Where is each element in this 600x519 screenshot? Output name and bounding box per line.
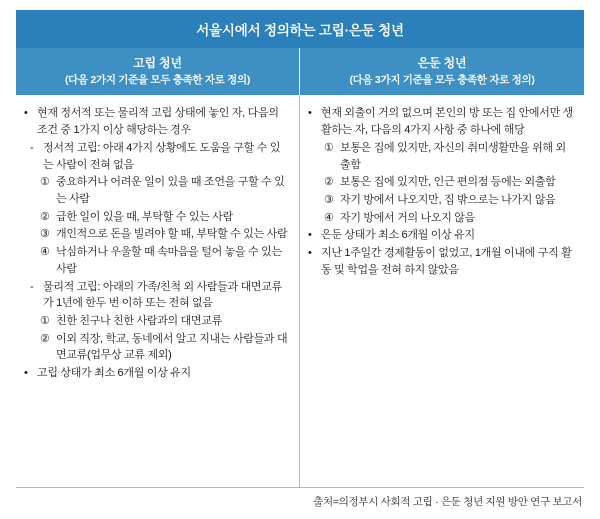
list-item — [324, 140, 574, 173]
page-title: 서울시에서 정의하는 고립·은둔 청년 — [16, 10, 584, 48]
list-item — [308, 245, 574, 278]
list-marker: ② — [324, 176, 334, 189]
list-item-text: 지난 1주일간 경제활동이 없었고, 1개월 이내에 구직 활동 및 학업을 전혀 하지 않았음 — [321, 247, 572, 276]
list-item — [30, 279, 289, 312]
column-subtitle: (다음 3가지 기준을 모두 충족한 자로 정의) — [349, 74, 535, 87]
column-title: 은둔 청년 — [417, 56, 467, 70]
list-marker: ② — [40, 210, 50, 223]
list-item-text: 자기 방에서 거의 나오지 않음 — [340, 211, 475, 224]
list-marker: • — [24, 367, 28, 380]
list-item-text: 중요하거나 어려운 일이 있을 때 조언을 구할 수 있는 사람 — [56, 176, 285, 205]
list-item — [308, 105, 574, 138]
column-title: 고립 청년 — [133, 56, 182, 70]
list-item — [324, 174, 574, 191]
list-marker: • — [308, 247, 312, 260]
list-item-text: 급한 일이 있을 때, 부탁할 수 있는 사람 — [56, 210, 233, 223]
list-item-text: 이외 직장, 학교, 동네에서 알고 지내는 사람들과 대면교류(업무상 교류 제외) — [56, 332, 288, 362]
column-headers — [16, 48, 584, 95]
column-body-reclusive-youth — [300, 95, 584, 487]
list-item — [30, 140, 289, 173]
list-item — [40, 209, 289, 226]
list-marker: ① — [40, 176, 50, 189]
list-marker: ① — [40, 314, 50, 327]
list-item-text: 은둔 상태가 최소 6개월 이상 유지 — [321, 229, 475, 242]
list-marker: - — [30, 141, 34, 154]
list-marker: • — [24, 107, 28, 120]
list-marker: • — [308, 229, 312, 242]
column-subtitle: (다음 2가지 기준을 모두 충족한 자로 정의) — [64, 74, 251, 87]
list-item-text: 보통은 집에 있지만, 자신의 취미생활만을 위해 외출함 — [340, 141, 566, 171]
list-item-text: 고립 상태가 최소 6개월 이상 유지 — [37, 367, 191, 380]
list-item-text: 현재 외출이 거의 없으며 본인의 방 또는 집 안에서만 생활하는 자, 다음의 4가지 사항 중 하나에 해당 — [321, 107, 573, 137]
list-item — [40, 174, 289, 207]
list-item-text: 개인적으로 돈을 빌려야 할 때, 부탁할 수 있는 사람 — [56, 228, 288, 241]
list-item-text: 현재 정서적 또는 물리적 고립 상태에 놓인 자, 다음의 조건 중 1가지 이상 해당하는 경우 — [37, 107, 279, 137]
source-note: 출처=의정부시 사회적 고립 · 은둔 청년 지원 방안 연구 보고서 — [313, 496, 582, 508]
list-item-text: 낙심하거나 우울할 때 속마음을 털어 놓을 수 있는 사람 — [56, 246, 282, 275]
list-item — [40, 244, 289, 277]
columns-body — [16, 95, 584, 488]
list-item — [324, 192, 574, 209]
list-marker: ④ — [40, 246, 50, 259]
list-item — [324, 210, 574, 227]
list-marker: ④ — [324, 211, 334, 224]
column-body-isolated-youth — [16, 95, 300, 487]
list-marker: ③ — [324, 193, 334, 206]
list-item-text: 보통은 집에 있지만, 인근 편의점 등에는 외출함 — [340, 176, 556, 189]
list-item — [40, 331, 289, 364]
column-header-isolated-youth — [16, 48, 300, 95]
list-item-text: 친한 친구나 친한 사람과의 대면교류 — [56, 314, 222, 327]
list-marker: • — [308, 107, 312, 120]
list-item-text: 자기 방에서 나오지만, 집 밖으로는 나가지 않음 — [340, 193, 556, 206]
list-marker: ② — [40, 332, 50, 345]
list-marker: ③ — [40, 228, 50, 241]
list-item — [40, 313, 289, 330]
list-item — [24, 105, 289, 138]
list-item — [40, 226, 289, 243]
list-item-text: 정서적 고립: 아래 4가지 상황에도 도움을 구할 수 있는 사람이 전혀 없음 — [43, 141, 281, 171]
list-item — [24, 365, 289, 382]
list-item — [308, 227, 574, 244]
list-item-text: 물리적 고립: 아래의 가족/친척 외 사람들과 대면교류가 1년에 한두 번 이하 또는 전혀 없음 — [43, 280, 282, 310]
list-marker: ① — [324, 141, 334, 154]
list-marker: - — [30, 280, 34, 293]
column-header-reclusive-youth — [300, 48, 584, 95]
